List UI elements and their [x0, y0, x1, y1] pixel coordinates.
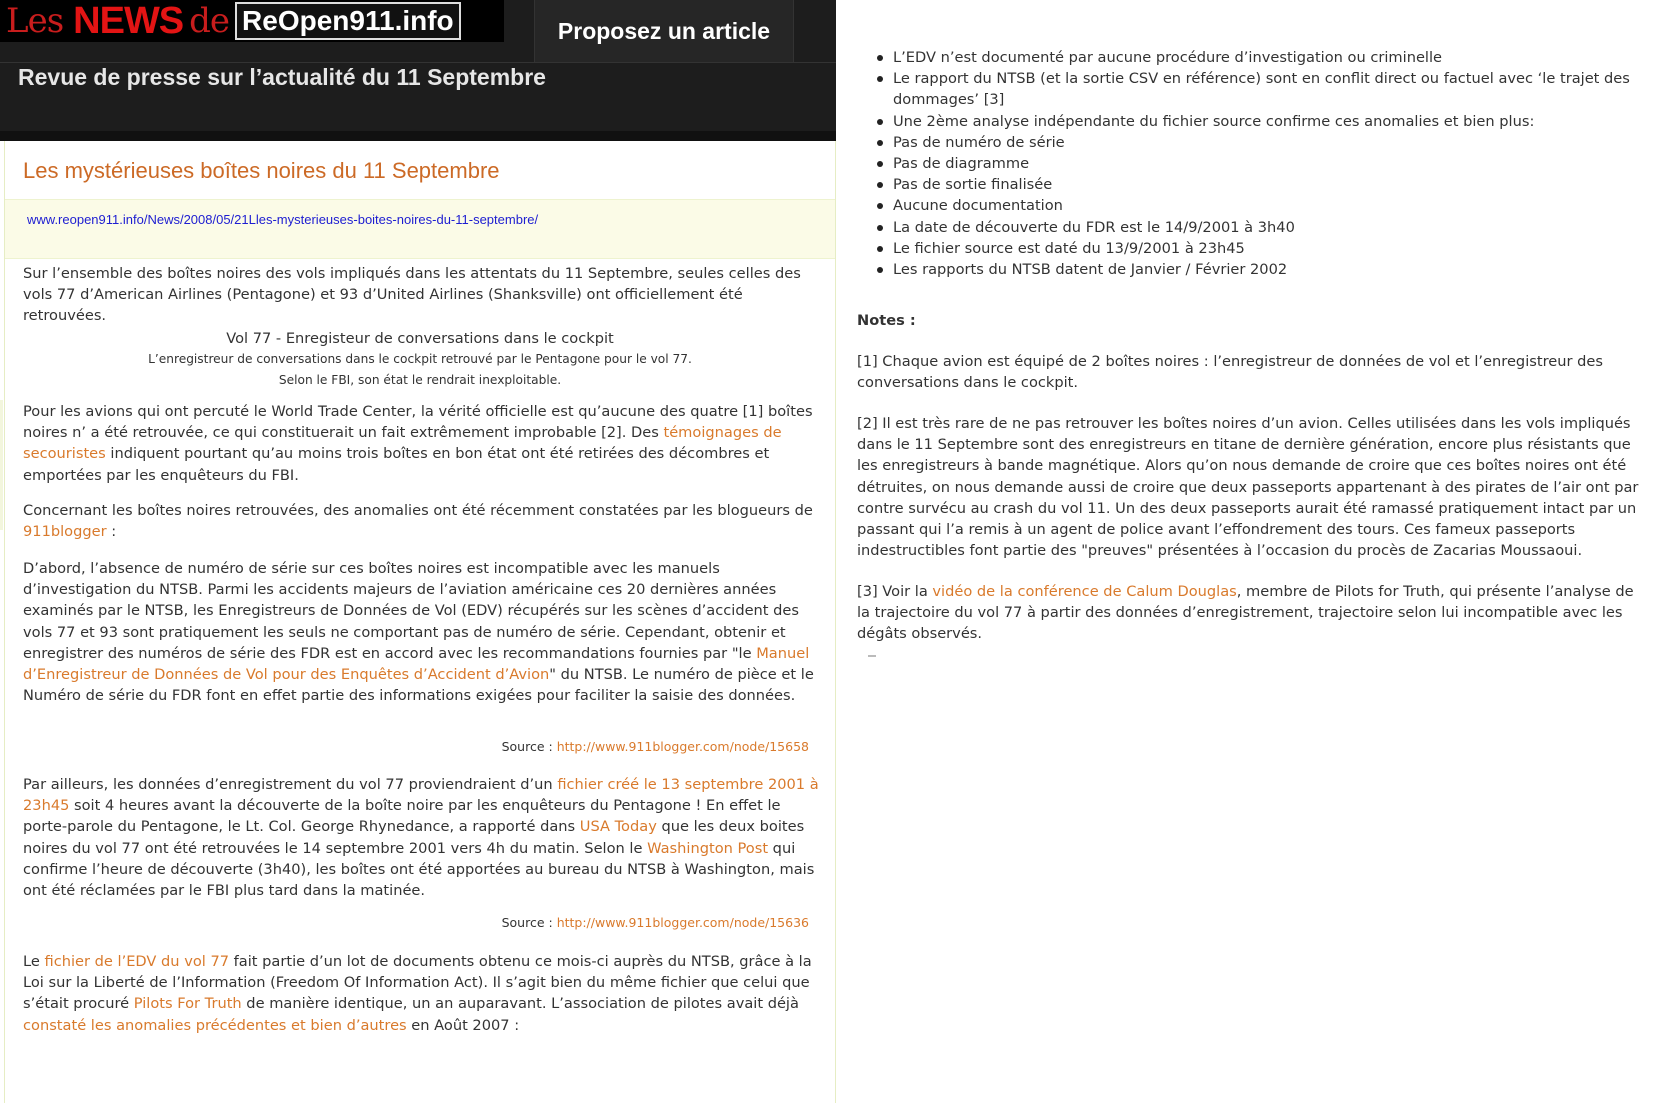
site-logo[interactable]: [0, 0, 504, 42]
text-segment: Concernant les boîtes noires retrouvées, des anomalies ont été récemment constatées par les blogueurs de: [23, 502, 813, 519]
separator-mark: [868, 655, 876, 657]
text-segment: en Août 2007 :: [406, 1016, 520, 1034]
note-2: [2] Il est très rare de ne pas retrouver les boîtes noires d’un avion. Celles utilisées dans les vols impliqués dans le 11 Septembre sont des enregistreurs en titane de dernière génération, encore plus résistants que les enregistreurs à bande magnétique. Alors qu’on nous demande de croire que ces boîtes noires ont été détruites, on nous demande aussi de croire que deux passeports appartenant à des pirates de l’air ont par contre survécu au crash du vol 11. Un des deux passeports aurait été ramassé pratiquement intact par un passant qui l’a remis à un agent de police avant l’effondrement des tours. Ces fameux passeports indestructibles font partie des "preuves" présentées à l’occasion du procès de Zacarias Moussaoui.: [857, 415, 1639, 560]
article-url-band: [5, 199, 835, 259]
link-pilots-for-truth[interactable]: Pilots For Truth: [133, 995, 242, 1013]
list-item: Pas de diagramme: [876, 153, 1636, 174]
list-item: Le fichier source est daté du 13/9/2001 à 23h45: [876, 238, 1636, 259]
article-url-link[interactable]: www.reopen911.info/News/2008/05/21Lles-mysterieuses-boites-noires-du-11-septembre/: [27, 212, 539, 227]
text-segment: de manière identique, un an auparavant. L’association de pilotes avait déjà: [241, 995, 799, 1013]
site-header: [0, 0, 836, 141]
source-line-2: [502, 915, 809, 930]
text-segment: qui confirme l’heure de découverte (3h40), les boîtes ont été apportées au bureau du NTSB à Washington, mais ont été réclamées par le FBI plus tard dans la matinée.: [23, 839, 815, 900]
link-manuel-edv[interactable]: Manuel d’Enregistreur de Données de Vol pour des Enquêtes d’Accident d’Avion: [23, 644, 810, 684]
text-segment: fait partie d’un lot de documents obtenu ce mois-ci auprès du NTSB, grâce à la Loi sur la Liberté de l’Information (Freedom Of Information Act). Il s’agit bien du même fichier que celui que s’était procuré: [23, 953, 812, 1013]
logo-site-name: ReOpen911.info: [235, 2, 461, 40]
text-segment: Par ailleurs, les données d’enregistrement du vol 77 proviendraient d’un: [23, 776, 558, 793]
link-911blogger[interactable]: 911blogger: [23, 523, 107, 541]
link-washington-post[interactable]: Washington Post: [647, 839, 769, 857]
image-caption-title: Vol 77 - Enregisteur de conversations dans le cockpit: [226, 330, 614, 347]
list-item: Pas de sortie finalisée: [876, 174, 1636, 195]
text-segment: D’abord, l’absence de numéro de série sur ces boîtes noires est incompatible avec les manuels d’investigation du NTSB. Parmi les accidents majeurs de l’aviation américaine ces 20 dernières années examinés par le NTSB, les Enregistreurs de Données de Vol (EDV) récupérés sur les scènes d’accident des vols 77 et 93 sont pratiquement les seuls ne comportant pas de numéro de série. Cependant, obtenir et enregistrer des numéros de série des FDR est en accord avec les recommandations fournies par "le: [23, 560, 800, 662]
header-divider: [0, 62, 836, 63]
text-segment: que les deux boites noires du vol 77 ont été retrouvées le 14 septembre 2001 vers 4h du matin. Selon le: [23, 818, 805, 857]
propose-article-button[interactable]: Proposez un article: [534, 0, 794, 62]
link-fichier-edv[interactable]: fichier de l’EDV du vol 77: [44, 953, 230, 970]
source-label: Source :: [501, 739, 557, 754]
text-segment: :: [106, 523, 117, 541]
anomalies-list: [876, 47, 1636, 280]
link-usa-today[interactable]: USA Today: [579, 818, 657, 836]
source-link-1[interactable]: http://www.911blogger.com/node/15658: [556, 739, 809, 754]
header-bottom-bar: [0, 131, 836, 141]
source-line-1: [502, 739, 809, 754]
link-fichier-cree[interactable]: fichier créé le 13 septembre 2001 à 23h45: [23, 776, 819, 815]
margin-accent: [0, 400, 3, 530]
source-link-2[interactable]: http://www.911blogger.com/node/15636: [556, 915, 809, 930]
text-segment: Le: [23, 953, 45, 970]
paragraph-serial-numbers: [23, 558, 819, 706]
note-1: [1] Chaque avion est équipé de 2 boîtes noires : l’enregistreur de données de vol et l’enregistreur des conversations dans le cockpit.: [857, 353, 1603, 392]
text-segment: soit 4 heures avant la découverte de la boîte noire par les enquêteurs du Pentagone ! En effet le porte-parole du Pentagone, le Lt. Col. George Rhynedance, a rapporté dans: [23, 797, 781, 836]
text-segment: , membre de Pilots for Truth, qui présente l’analyse de la trajectoire du vol 77 à partir des données d’enregistrement, trajectoire selon lui incompatible avec les dégâts observés.: [857, 583, 1634, 643]
list-item: L’EDV n’est documenté par aucune procédure d’investigation ou criminelle: [876, 47, 1636, 68]
text-segment: Pour les avions qui ont percuté le World Trade Center, la vérité officielle est qu’aucune des quatre [1] boîtes noires n’ a été retrouvée, ce qui constituerait un fait extrêmement improbable [2]. Des: [23, 403, 813, 442]
source-label: Source :: [501, 915, 557, 930]
text-segment: indiquent pourtant qu’au moins trois boîtes en bon état ont été retirées des décombres et emportées par les enquêteurs du FBI.: [23, 445, 770, 484]
notes-heading: Notes :: [857, 312, 916, 329]
site-tagline: Revue de presse sur l’actualité du 11 Septembre: [18, 64, 546, 90]
image-caption-line-1: L’enregistreur de conversations dans le cockpit retrouvé par le Pentagone pour le vol 77.: [148, 352, 692, 366]
link-temoignages[interactable]: témoignages de secouristes: [23, 424, 782, 463]
logo-les: Les: [6, 1, 64, 41]
link-video-calum-douglas[interactable]: vidéo de la conférence de Calum Douglas: [932, 583, 1237, 600]
list-item: Une 2ème analyse indépendante du fichier source confirme ces anomalies et bien plus:: [876, 111, 1636, 132]
logo-de: de: [189, 1, 230, 41]
image-caption-line-2: Selon le FBI, son état le rendrait inexploitable.: [278, 373, 562, 387]
paragraph-wtc: [23, 401, 819, 486]
link-anomalies-constatees[interactable]: constaté les anomalies précédentes et bien d’autres: [23, 1016, 407, 1034]
list-item: Pas de numéro de série: [876, 132, 1636, 153]
paragraph-file-date: [23, 774, 819, 901]
paragraph-foia: [23, 951, 819, 1036]
continuation-column: [836, 0, 1653, 1103]
note-3: [857, 581, 1643, 645]
list-item: Le rapport du NTSB (et la sortie CSV en référence) sont en conflit direct ou factuel avec ‘le trajet des dommages’ [3]: [876, 68, 1636, 110]
text-segment: [3] Voir la: [857, 583, 933, 600]
list-item: La date de découverte du FDR est le 14/9/2001 à 3h40: [876, 217, 1636, 238]
list-item: Aucune documentation: [876, 195, 1636, 216]
text-segment: " du NTSB. Le numéro de pièce et le Numéro de série du FDR font en effet partie des informations exigées pour faciliter la saisie des données.: [23, 666, 814, 705]
article-box: [4, 141, 836, 1103]
paragraph-intro: Sur l’ensemble des boîtes noires des vols impliqués dans les attentats du 11 Septembre, seules celles des vols 77 d’American Airlines (Pentagone) et 93 d’United Airlines (Shanksville) ont officiellement été retrouvées.: [23, 265, 801, 325]
article-title: Les mystérieuses boîtes noires du 11 Septembre: [23, 158, 500, 183]
list-item: Les rapports du NTSB datent de Janvier / Février 2002: [876, 259, 1636, 280]
paragraph-anomalies: [23, 500, 819, 542]
logo-news: NEWS: [73, 0, 184, 42]
